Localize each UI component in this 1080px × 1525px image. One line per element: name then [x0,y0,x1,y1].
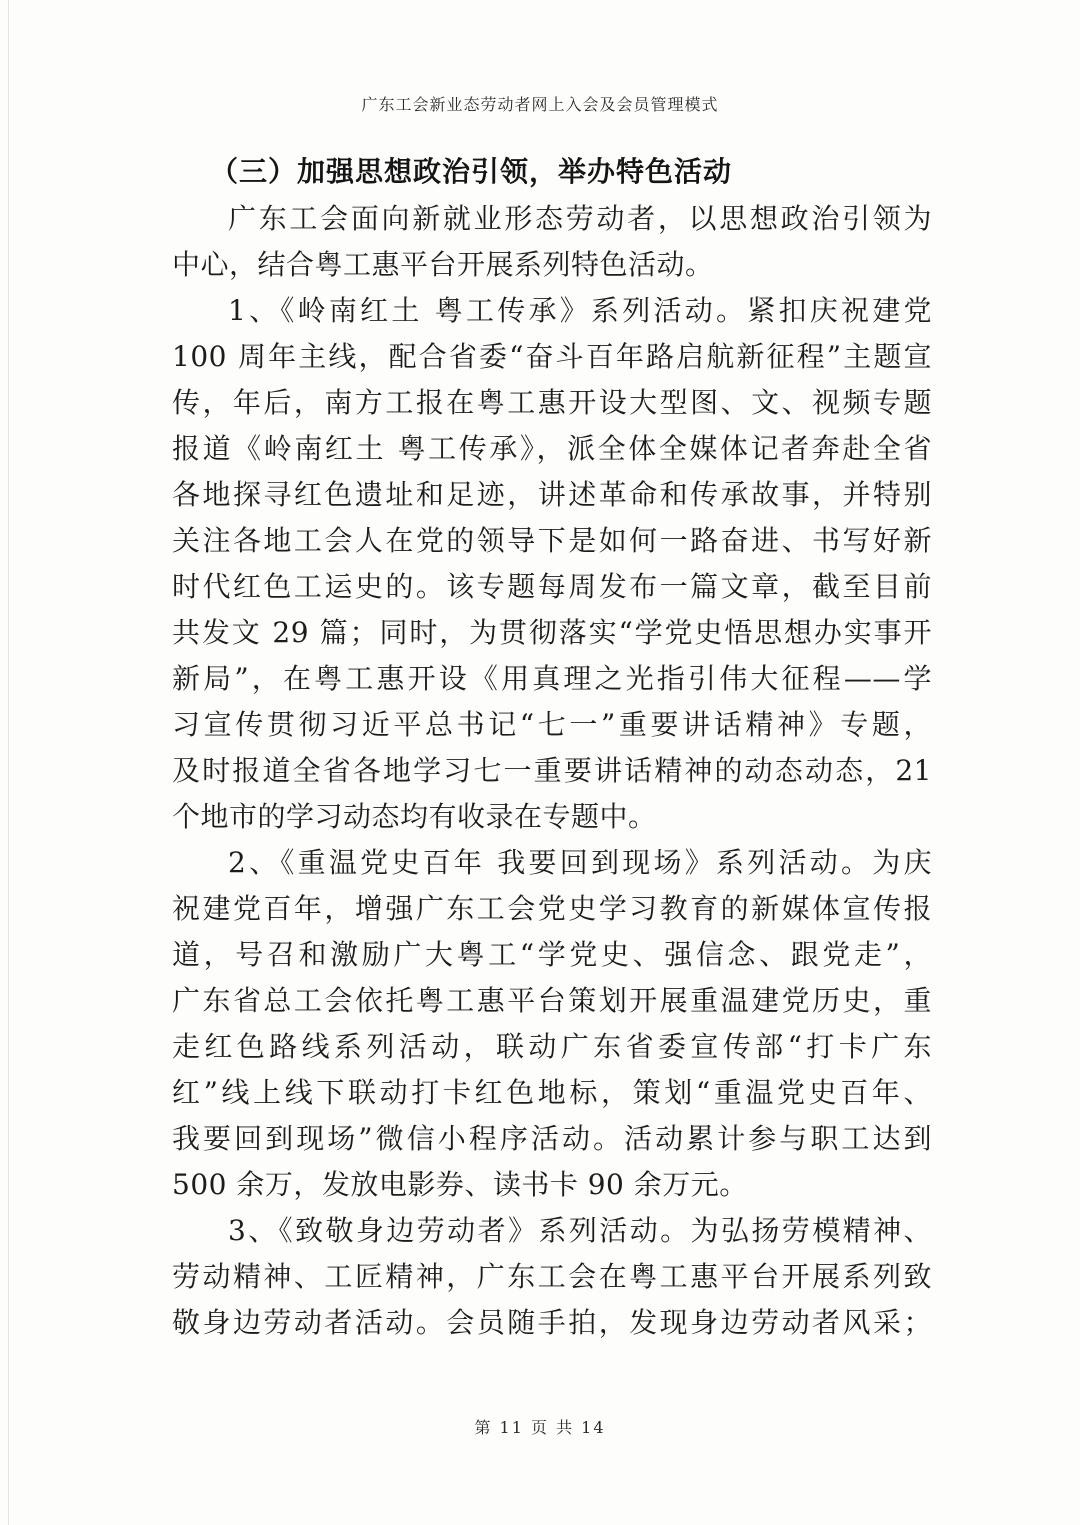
paragraph-line: 走红色路线系列活动，联动广东省委宣传部“打卡广东 [172,1030,932,1063]
paragraph-line: 红”线上线下联动打卡红色地标，策划“重温党史百年、 [172,1076,932,1109]
paragraph-line: 广东工会面向新就业形态劳动者，以思想政治引领为 [228,202,932,235]
paragraph-line: 新局”，在粤工惠开设《用真理之光指引伟大征程——学 [172,662,932,695]
paragraph-line: 敬身边劳动者活动。会员随手拍，发现身边劳动者风采； [172,1306,932,1339]
paragraph-line: 我要回到现场”微信小程序活动。活动累计参与职工达到 [172,1122,932,1155]
paragraph-line: 报道《岭南红土 粤工传承》，派全体全媒体记者奔赴全省 [172,432,932,465]
scan-edge-line [8,0,9,1525]
paragraph-line: 时代红色工运史的。该专题每周发布一篇文章，截至目前 [172,570,932,603]
paragraph-line: 传，年后，南方工报在粤工惠开设大型图、文、视频专题 [172,386,932,419]
paragraph-line: 及时报道全省各地学习七一重要讲话精神的动态动态，21 [172,754,932,787]
section-heading: （三）加强思想政治引领，举办特色活动 [210,155,733,188]
paragraph-line: 2、《重温党史百年 我要回到现场》系列活动。为庆 [228,846,932,879]
paragraph-line: 广东省总工会依托粤工惠平台策划开展重温建党历史，重 [172,984,932,1017]
paragraph-line: 1、《岭南红土 粤工传承》系列活动。紧扣庆祝建党 [228,294,932,327]
page-number-footer: 第 11 页 共 14 [474,1418,606,1437]
paragraph-line: 共发文 29 篇；同时，为贯彻落实“学党史悟思想办实事开 [172,616,932,649]
document-body [172,196,932,1346]
paragraph-line: 3、《致敬身边劳动者》系列活动。为弘扬劳模精神、 [228,1214,932,1247]
paragraph-line: 各地探寻红色遗址和足迹，讲述革命和传承故事，并特别 [172,478,932,511]
paragraph-line: 道，号召和激励广大粤工“学党史、强信念、跟党走”， [172,938,932,971]
paragraph-line: 100 周年主线，配合省委“奋斗百年路启航新征程”主题宣 [172,340,932,373]
paragraph-line: 关注各地工会人在党的领导下是如何一路奋进、书写好新 [172,524,932,557]
paragraph-line: 个地市的学习动态均有收录在专题中。 [172,800,657,833]
paragraph-line: 中心，结合粤工惠平台开展系列特色活动。 [172,248,714,281]
paragraph-line: 祝建党百年，增强广东工会党史学习教育的新媒体宣传报 [172,892,932,925]
paragraph-line: 劳动精神、工匠精神，广东工会在粤工惠平台开展系列致 [172,1260,932,1293]
paragraph-line: 500 余万，发放电影券、读书卡 90 余万元。 [172,1168,748,1201]
document-header-title: 广东工会新业态劳动者网上入会及会员管理模式 [361,95,719,114]
paragraph-line: 习宣传贯彻习近平总书记“七一”重要讲话精神》专题， [172,708,932,741]
